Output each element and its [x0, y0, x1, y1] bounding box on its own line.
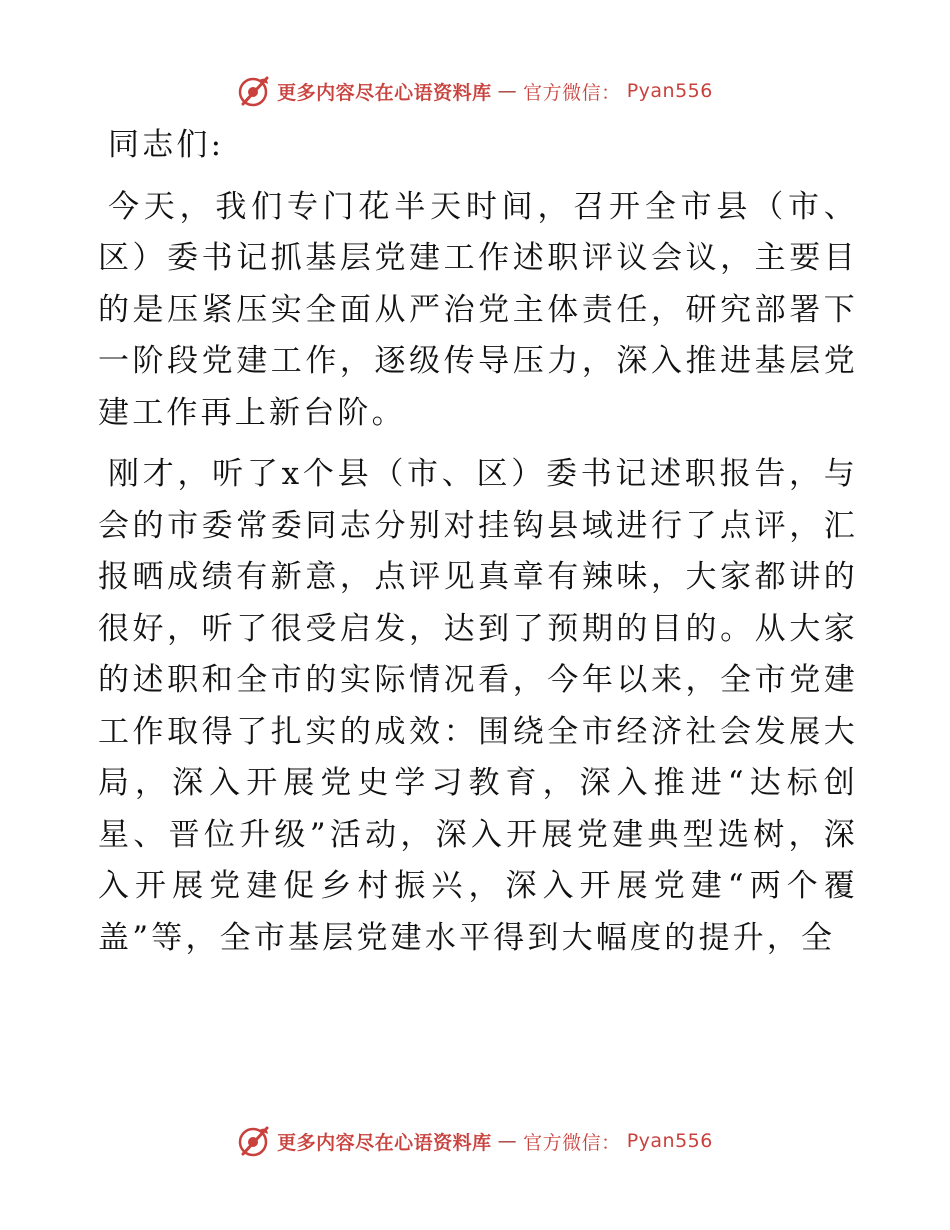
watermark-official-label: 官方微信： — [523, 1131, 621, 1154]
watermark-dash: — — [497, 1130, 518, 1152]
header-watermark — [0, 74, 950, 108]
footer-watermark — [0, 1124, 950, 1158]
paragraph-2: 刚才，听了x个县（市、区）委书记述职报告，与会的市委常委同志分别对挂钩县域进行了点评，汇报晒成绩有新意，点评见真章有辣味，大家都讲的很好，听了很受启发，达到了预期的目的。从大家的述职和全市的实际情况看，今年以来，全市党建工作取得了扎实的成效：围绕全市经济社会发展大局，深入开展党史学习教育，深入推进“达标创星、晋位升级”活动，深入开展党建典型选树，深入开展党建促乡村振兴，深入开展党建“两个覆盖”等，全市基层党建水平得到大幅度的提升，全 — [98, 456, 858, 956]
watermark-main-text: 更多内容尽在心语资料库 — [277, 1131, 492, 1154]
watermark-wechat-id: Pyan556 — [626, 80, 713, 102]
watermark-wechat-id: Pyan556 — [626, 1130, 713, 1152]
paragraph-1: 今天，我们专门花半天时间，召开全市县（市、区）委书记抓基层党建工作述职评议会议，主要目的是压紧压实全面从严治党主体责任，研究部署下一阶段党建工作，逐级传导压力，深入推进基层党建工作再上新台阶。 — [98, 188, 858, 431]
quill-logo-icon — [237, 1124, 271, 1158]
watermark-main-text: 更多内容尽在心语资料库 — [277, 81, 492, 104]
quill-logo-icon — [237, 74, 271, 108]
watermark-official-label: 官方微信： — [523, 81, 621, 104]
watermark-dash: — — [497, 80, 518, 102]
document-body — [98, 120, 858, 964]
greeting: 同志们: — [108, 127, 225, 163]
